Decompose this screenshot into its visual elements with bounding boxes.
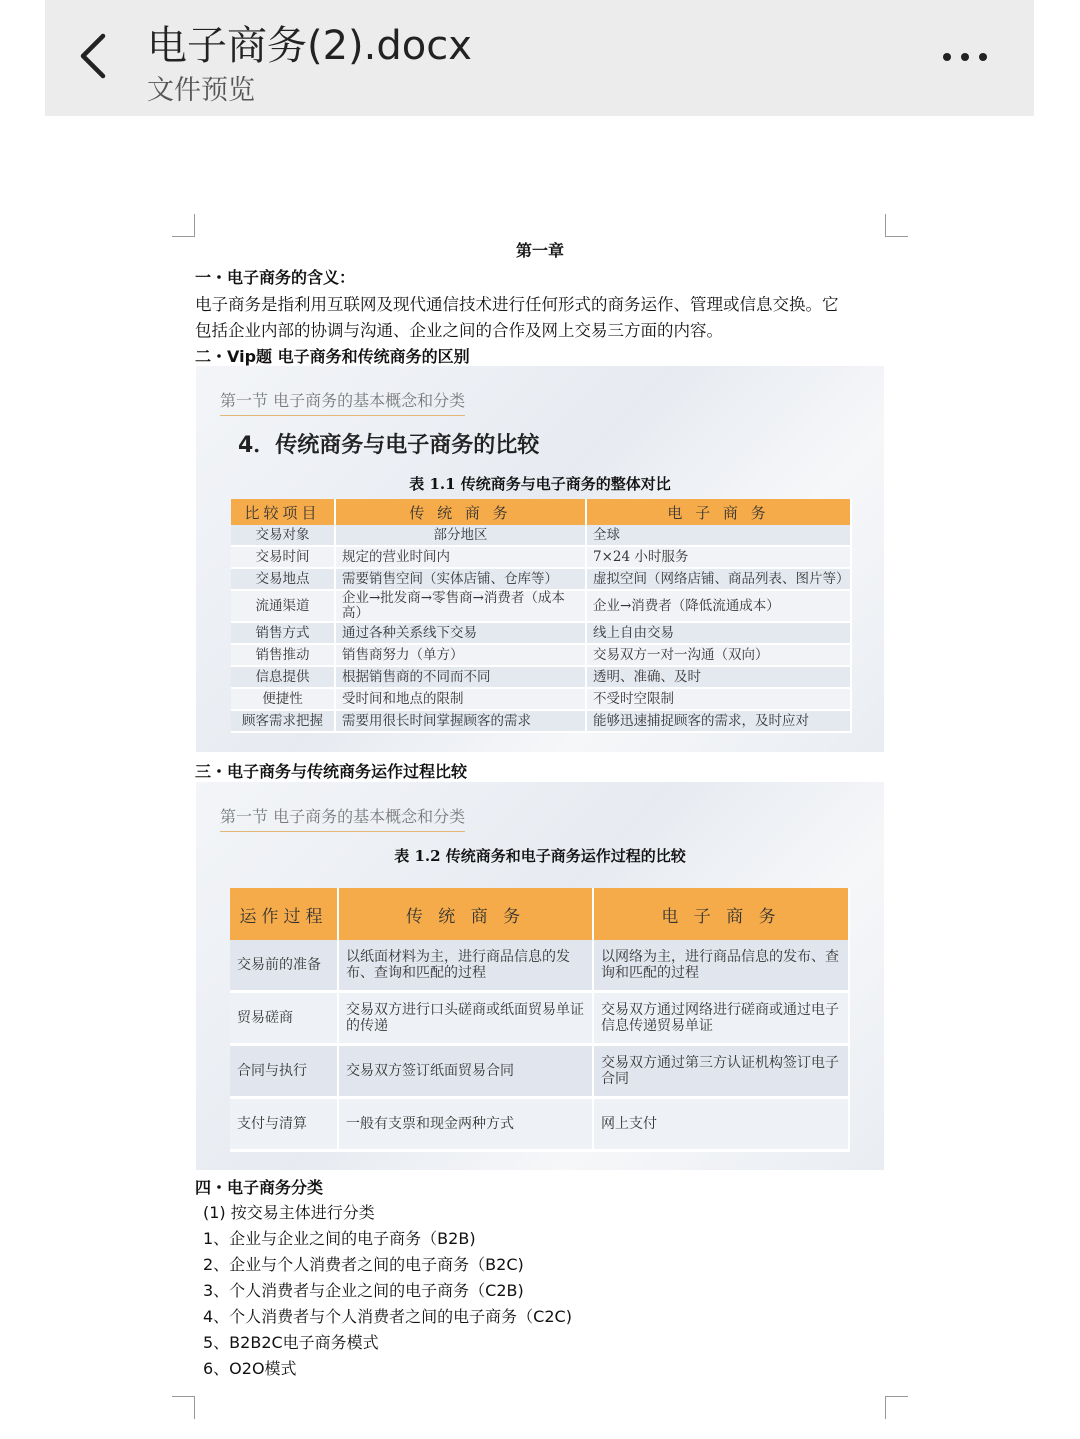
table-cell: 通过各种关系线下交易 xyxy=(335,622,586,644)
table-cell: 部分地区 xyxy=(335,525,586,546)
slide-image-table-1 xyxy=(196,366,884,752)
table-cell: 根据销售商的不同而不同 xyxy=(335,666,586,688)
table-cell: 销售推动 xyxy=(231,644,335,666)
table-row xyxy=(231,666,851,688)
section-heading-1: 一・电子商务的含义： xyxy=(195,268,356,287)
page-corner-mark xyxy=(172,1396,195,1419)
file-title: 电子商务(2).docx xyxy=(147,23,472,69)
table-cell: 虚拟空间（网络店铺、商品列表、图片等） xyxy=(586,568,851,590)
table-cell: 企业→批发商→零售商→消费者（成本高） xyxy=(335,590,586,622)
table-cell: 全球 xyxy=(586,525,851,546)
table-cell: 需要销售空间（实体店铺、仓库等） xyxy=(335,568,586,590)
page-corner-mark xyxy=(172,214,195,237)
section-heading-3: 三・电子商务与传统商务运作过程比较 xyxy=(195,762,468,781)
paragraph-line: 包括企业内部的协调与沟通、企业之间的合作及网上交易三方面的内容。 xyxy=(195,321,723,340)
top-bar xyxy=(45,0,1034,116)
list-item: 6、O2O模式 xyxy=(203,1359,297,1378)
table-header-cell: 电 子 商 务 xyxy=(586,499,851,525)
table-cell: 需要用很长时间掌握顾客的需求 xyxy=(335,710,586,732)
list-item: (1) 按交易主体进行分类 xyxy=(203,1203,375,1222)
table-header-cell: 传 统 商 务 xyxy=(335,499,586,525)
table-cell: 交易时间 xyxy=(231,546,335,568)
table-cell: 不受时空限制 xyxy=(586,688,851,710)
table-caption: 表 1.1 传统商务与电子商务的整体对比 xyxy=(409,475,671,493)
table-cell: 支付与清算 xyxy=(230,1098,338,1151)
table-header-cell: 传 统 商 务 xyxy=(338,888,593,940)
table-cell: 销售商努力（单方） xyxy=(335,644,586,666)
table-row xyxy=(230,940,849,992)
chapter-title: 第一章 xyxy=(515,241,564,260)
table-cell: 交易双方进行口头磋商或纸面贸易单证的传递 xyxy=(338,992,593,1045)
page-corner-mark xyxy=(885,1396,908,1419)
table-cell: 能够迅速捕捉顾客的需求，及时应对 xyxy=(586,710,851,732)
table-header-cell: 电 子 商 务 xyxy=(593,888,849,940)
table-cell: 贸易磋商 xyxy=(230,992,338,1045)
table-cell: 交易前的准备 xyxy=(230,940,338,992)
table-row xyxy=(231,546,851,568)
table-cell: 受时间和地点的限制 xyxy=(335,688,586,710)
list-item: 1、企业与企业之间的电子商务（B2B) xyxy=(203,1229,476,1248)
table-cell: 以纸面材料为主，进行商品信息的发布、查询和匹配的过程 xyxy=(338,940,593,992)
list-item: 4、个人消费者与个人消费者之间的电子商务（C2C) xyxy=(203,1307,572,1326)
table-row xyxy=(231,590,851,622)
file-subtitle: 文件预览 xyxy=(147,75,255,106)
slide-section-title: 第一节 电子商务的基本概念和分类 xyxy=(220,804,465,832)
table-cell: 流通渠道 xyxy=(231,590,335,622)
slide-compare-title: 4．传统商务与电子商务的比较 xyxy=(238,433,540,458)
table-cell: 合同与执行 xyxy=(230,1045,338,1098)
table-header-cell: 比较项目 xyxy=(231,499,335,525)
table-row xyxy=(230,1045,849,1098)
list-item: 3、个人消费者与企业之间的电子商务（C2B) xyxy=(203,1281,524,1300)
back-arrow-icon[interactable] xyxy=(73,30,113,82)
table-cell: 以网络为主，进行商品信息的发布、查询和匹配的过程 xyxy=(593,940,849,992)
table-cell: 交易双方签订纸面贸易合同 xyxy=(338,1045,593,1098)
table-cell: 交易地点 xyxy=(231,568,335,590)
slide-section-title: 第一节 电子商务的基本概念和分类 xyxy=(220,388,465,416)
paragraph-line: 电子商务是指利用互联网及现代通信技术进行任何形式的商务运作、管理或信息交换。它 xyxy=(195,295,839,314)
table-caption: 表 1.2 传统商务和电子商务运作过程的比较 xyxy=(394,847,686,865)
list-item: 2、企业与个人消费者之间的电子商务（B2C) xyxy=(203,1255,524,1274)
table-row xyxy=(231,688,851,710)
table-cell: 交易双方通过第三方认证机构签订电子合同 xyxy=(593,1045,849,1098)
table-cell: 交易双方一对一沟通（双向） xyxy=(586,644,851,666)
table-header-cell: 运作过程 xyxy=(230,888,338,940)
page-corner-mark xyxy=(885,214,908,237)
table-cell: 销售方式 xyxy=(231,622,335,644)
table-row xyxy=(231,568,851,590)
table-cell: 网上支付 xyxy=(593,1098,849,1151)
comparison-table-1 xyxy=(231,499,852,733)
table-cell: 企业→消费者（降低流通成本） xyxy=(586,590,851,622)
more-options-icon[interactable] xyxy=(941,46,989,68)
table-row xyxy=(231,644,851,666)
table-cell: 交易双方通过网络进行磋商或通过电子信息传递贸易单证 xyxy=(593,992,849,1045)
table-cell: 7×24 小时服务 xyxy=(586,546,851,568)
table-cell: 顾客需求把握 xyxy=(231,710,335,732)
slide-image-table-2 xyxy=(196,782,884,1170)
table-cell: 透明、准确、及时 xyxy=(586,666,851,688)
section-heading-2: 二・Vip题 电子商务和传统商务的区别 xyxy=(195,347,470,366)
table-cell: 信息提供 xyxy=(231,666,335,688)
table-cell: 一般有支票和现金两种方式 xyxy=(338,1098,593,1151)
table-row xyxy=(230,992,849,1045)
table-cell: 便捷性 xyxy=(231,688,335,710)
section-heading-4: 四・电子商务分类 xyxy=(195,1178,324,1197)
list-item: 5、B2B2C电子商务模式 xyxy=(203,1333,379,1352)
table-row xyxy=(231,622,851,644)
table-row xyxy=(231,525,851,546)
table-cell: 规定的营业时间内 xyxy=(335,546,586,568)
table-row xyxy=(231,710,851,732)
table-row xyxy=(230,1098,849,1151)
table-cell: 交易对象 xyxy=(231,525,335,546)
comparison-table-2 xyxy=(230,888,850,1152)
table-cell: 线上自由交易 xyxy=(586,622,851,644)
